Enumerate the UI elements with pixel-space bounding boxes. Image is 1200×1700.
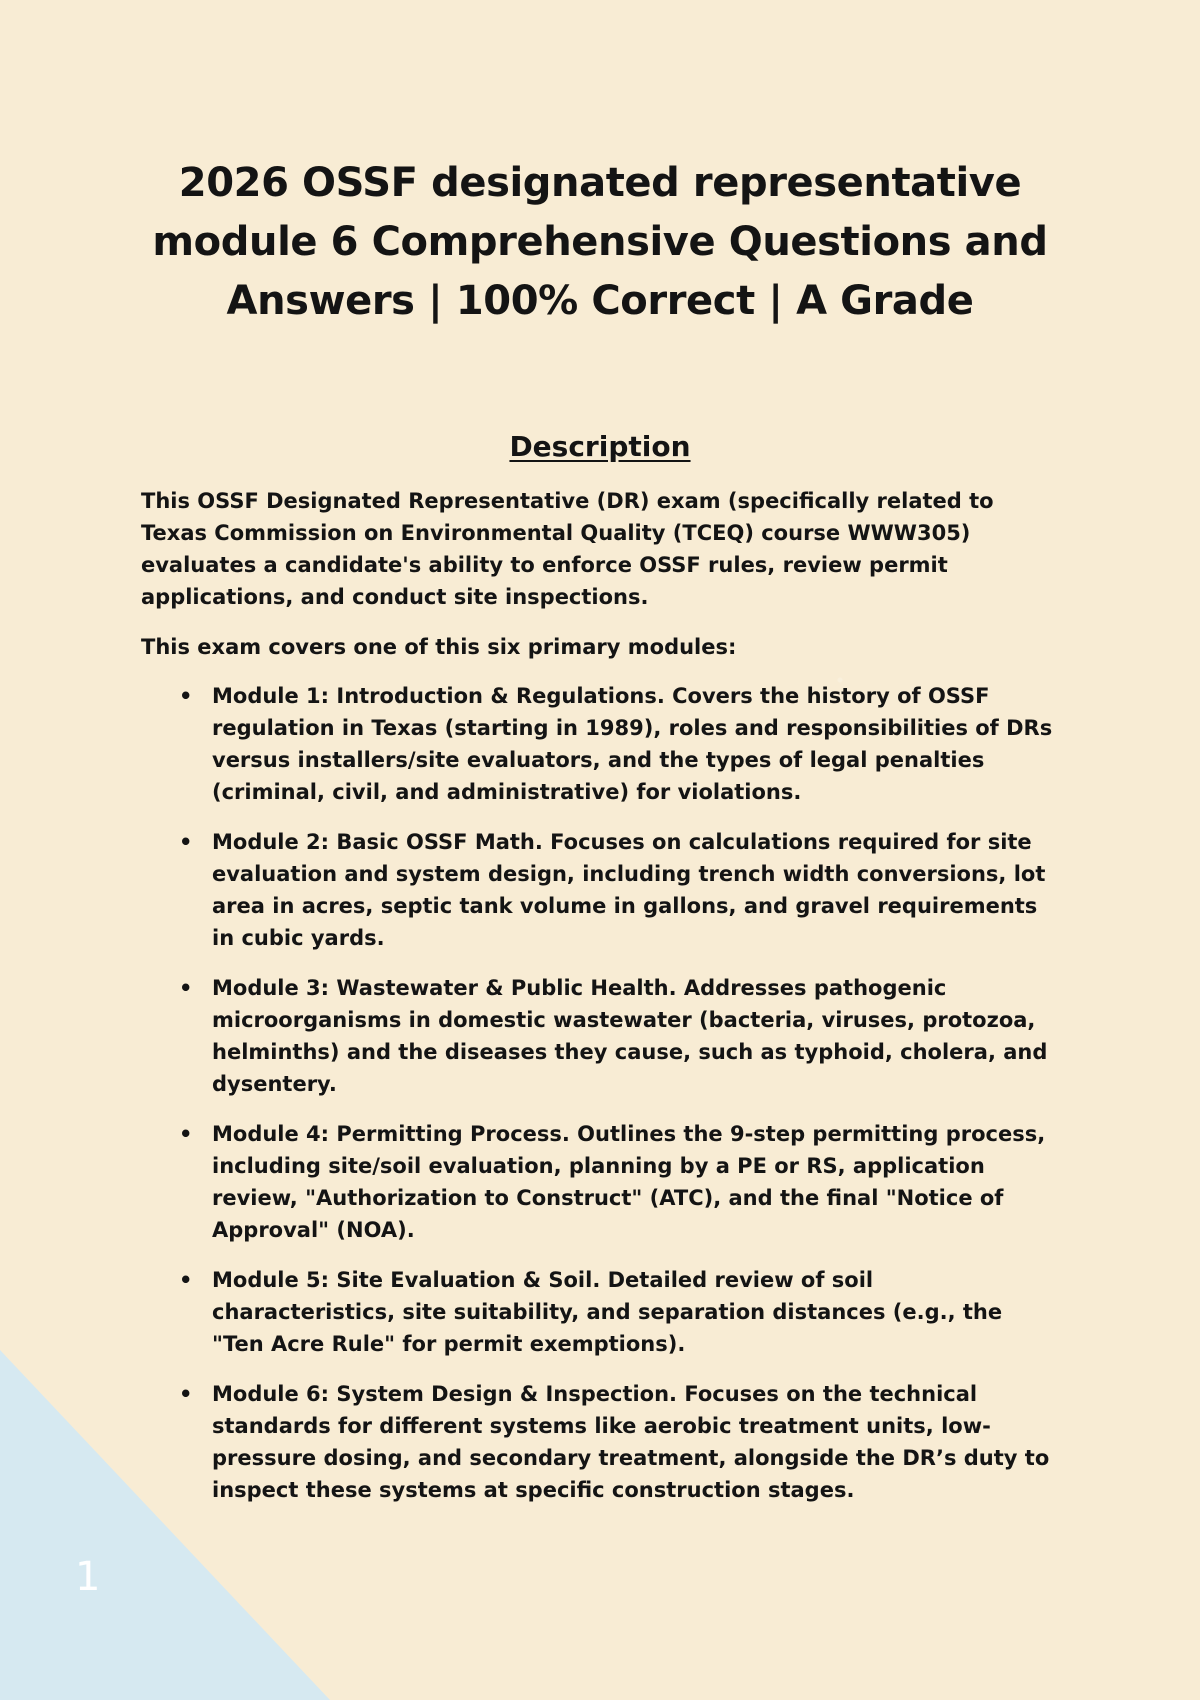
module-list-item xyxy=(141,826,1061,954)
module-list-item xyxy=(141,1378,1061,1506)
page-number: 1 xyxy=(75,1554,101,1600)
module-list-item xyxy=(141,972,1061,1100)
module-list-item xyxy=(141,1118,1061,1246)
bullet-icon: • xyxy=(179,976,193,1000)
module-text: Module 2: Basic OSSF Math. Focuses on calculations required for site evaluation and system design, including trench width conversions, lot area in acres, septic tank volume in gallons, and gravel requirements in cubic yards. xyxy=(212,830,1046,950)
module-list-item xyxy=(141,680,1061,808)
bullet-icon: • xyxy=(179,1268,193,1292)
description-heading: Description xyxy=(509,430,691,463)
bullet-icon: • xyxy=(179,1122,193,1146)
module-text: Module 4: Permitting Process. Outlines the 9-step permitting process, including site/soil evaluation, planning by a PE or RS, application review, "Authorization to Construct" (ATC), and the final "Notice of Approval" (NOA). xyxy=(212,1122,1046,1242)
modules-intro: This exam covers one of this six primary modules: xyxy=(141,635,737,659)
modules-list xyxy=(141,680,1061,1524)
module-text: Module 3: Wastewater & Public Health. Addresses pathogenic microorganisms in domestic wastewater (bacteria, viruses, protozoa, helminths) and the diseases they cause, such as typhoid, cholera, and dysentery. xyxy=(212,976,1048,1096)
bullet-icon: • xyxy=(179,830,193,854)
module-text: Module 5: Site Evaluation & Soil. Detailed review of soil characteristics, site suitability, and separation distances (e.g., the "Ten Acre Rule" for permit exemptions). xyxy=(212,1268,1003,1356)
bullet-icon: • xyxy=(179,1382,193,1406)
module-text: Module 1: Introduction & Regulations. Covers the history of OSSF regulation in Texas (starting in 1989), roles and responsibilities of DRs versus installers/site evaluators, and the types of legal penalties (criminal, civil, and administrative) for violations. xyxy=(212,684,1053,804)
module-text: Module 6: System Design & Inspection. Focuses on the technical standards for different systems like aerobic treatment units, low-pressure dosing, and secondary treatment, alongside the DR’s duty to inspect these systems at specific construction stages. xyxy=(212,1382,1050,1502)
bullet-icon: • xyxy=(179,684,193,708)
description-intro: This OSSF Designated Representative (DR) exam (specifically related to Texas Commission on Environmental Quality (TCEQ) course WWW305) evaluates a candidate's ability to enforce OSSF rules, review permit applications, and conduct site inspections. xyxy=(141,489,994,609)
document-title: 2026 OSSF designated representative module 6 Comprehensive Questions and Answers | 100% Correct | A Grade xyxy=(152,160,1048,324)
module-list-item xyxy=(141,1264,1061,1360)
